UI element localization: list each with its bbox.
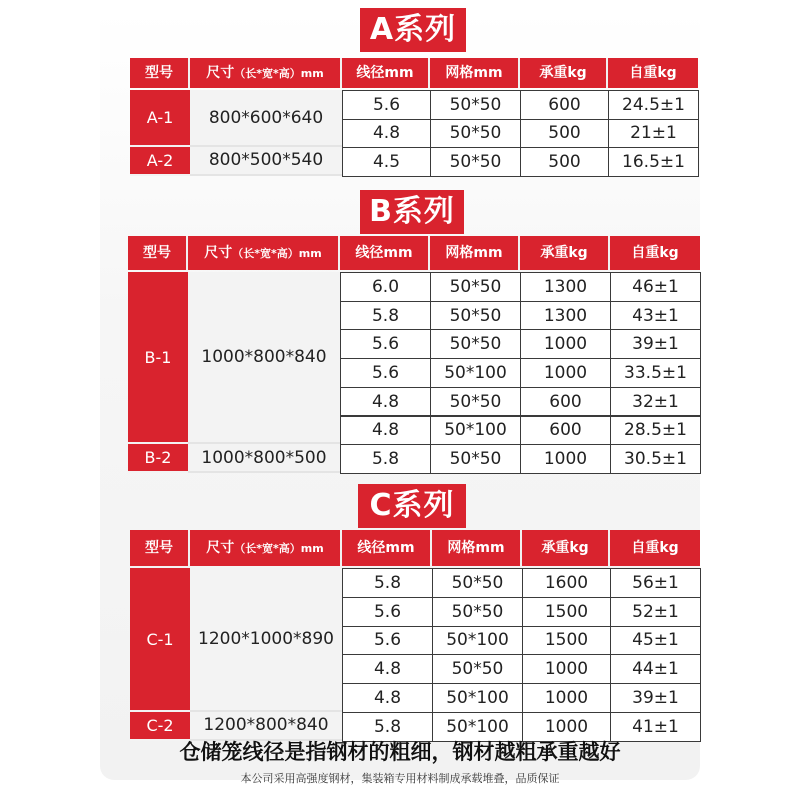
mesh-cell: 50*50 xyxy=(430,90,521,120)
load-cell: 1000 xyxy=(522,683,611,713)
model-cell: C-2 xyxy=(130,712,190,741)
table-header xyxy=(130,530,700,566)
wire-diameter-cell: 5.8 xyxy=(340,444,431,474)
header-weight xyxy=(610,236,700,270)
load-cell: 1600 xyxy=(522,568,611,598)
header-label: 网格mm xyxy=(445,245,503,261)
size-cell: 1000*800*500 xyxy=(188,444,340,473)
wire-diameter-cell: 5.6 xyxy=(340,358,431,388)
header-weight xyxy=(608,58,698,88)
mesh-cell: 50*50 xyxy=(432,597,523,627)
weight-cell: 24.5±1 xyxy=(608,90,699,120)
load-cell: 1000 xyxy=(520,444,611,474)
size-cell: 800*600*640 xyxy=(190,90,342,147)
header-label: （长*宽*高） xyxy=(234,542,301,555)
model-cell: A-2 xyxy=(130,147,190,176)
header-mesh xyxy=(432,530,522,566)
header-label: 尺寸 xyxy=(204,245,233,261)
load-cell: 1000 xyxy=(522,712,611,742)
load-cell: 500 xyxy=(520,147,609,177)
weight-cell: 21±1 xyxy=(608,119,699,149)
weight-cell: 16.5±1 xyxy=(608,147,699,177)
weight-cell: 28.5±1 xyxy=(610,416,701,446)
header-load xyxy=(522,530,610,566)
mesh-cell: 50*50 xyxy=(430,444,521,474)
wire-diameter-cell: 5.8 xyxy=(340,301,431,331)
header-size xyxy=(190,530,342,566)
mesh-cell: 50*50 xyxy=(432,568,523,598)
wire-diameter-cell: 4.8 xyxy=(340,416,431,446)
wire-diameter-cell: 5.8 xyxy=(342,712,433,742)
header-model xyxy=(128,236,188,270)
header-label: mm xyxy=(298,247,322,260)
mesh-cell: 50*50 xyxy=(430,329,521,359)
header-label: 线径mm xyxy=(356,65,414,81)
mesh-cell: 50*50 xyxy=(430,387,521,417)
header-label: 承重kg xyxy=(541,540,589,556)
header-wire xyxy=(342,530,432,566)
wire-diameter-cell: 4.8 xyxy=(342,683,433,713)
header-label: 尺寸 xyxy=(206,65,235,81)
weight-cell: 41±1 xyxy=(610,712,701,742)
mesh-cell: 50*50 xyxy=(430,119,521,149)
mesh-cell: 50*50 xyxy=(430,147,521,177)
header-model xyxy=(130,58,190,88)
size-cell: 800*500*540 xyxy=(190,147,342,176)
mesh-cell: 50*50 xyxy=(432,654,523,684)
wire-diameter-cell: 5.8 xyxy=(342,568,433,598)
mesh-cell: 50*100 xyxy=(432,712,523,742)
header-label: 自重kg xyxy=(631,540,679,556)
wire-diameter-cell: 5.6 xyxy=(342,597,433,627)
header-label: 承重kg xyxy=(540,245,588,261)
header-label: （长*宽*高） xyxy=(232,247,299,260)
load-cell: 1300 xyxy=(520,272,611,302)
header-load xyxy=(520,58,608,88)
wire-diameter-cell: 4.8 xyxy=(340,387,431,417)
footer-note: 本公司采用高强度钢材，集装箱专用材料制成承载堆叠，品质保证 xyxy=(240,772,560,785)
mesh-cell: 50*50 xyxy=(430,272,521,302)
header-model xyxy=(130,530,190,566)
weight-cell: 33.5±1 xyxy=(610,358,701,388)
header-label: 网格mm xyxy=(447,540,505,556)
header-label: 线径mm xyxy=(355,245,413,261)
header-wire xyxy=(340,236,430,270)
wire-diameter-cell: 5.6 xyxy=(342,626,433,656)
mesh-cell: 50*100 xyxy=(432,626,523,656)
wire-diameter-cell: 5.6 xyxy=(340,329,431,359)
header-load xyxy=(520,236,610,270)
header-mesh xyxy=(430,236,520,270)
table-header xyxy=(128,236,700,270)
mesh-cell: 50*50 xyxy=(430,301,521,331)
weight-cell: 43±1 xyxy=(610,301,701,331)
model-cell: B-1 xyxy=(128,272,188,444)
load-cell: 1500 xyxy=(522,626,611,656)
weight-cell: 39±1 xyxy=(610,329,701,359)
header-size xyxy=(190,58,342,88)
wire-diameter-cell: 4.5 xyxy=(342,147,431,177)
load-cell: 1500 xyxy=(522,597,611,627)
load-cell: 600 xyxy=(520,90,609,120)
size-cell: 1200*1000*890 xyxy=(190,568,342,712)
mesh-cell: 50*100 xyxy=(432,683,523,713)
series-title: C系列 xyxy=(358,484,466,528)
footer-headline: 仓储笼线径是指钢材的粗细，钢材越粗承重越好 xyxy=(179,740,621,764)
wire-diameter-cell: 4.8 xyxy=(342,119,431,149)
header-label: 尺寸 xyxy=(206,540,235,556)
model-cell: C-1 xyxy=(130,568,190,712)
header-weight xyxy=(610,530,700,566)
header-label: 型号 xyxy=(145,65,173,81)
header-mesh xyxy=(430,58,520,88)
header-label: 型号 xyxy=(143,245,171,261)
load-cell: 500 xyxy=(520,119,609,149)
header-label: 承重kg xyxy=(539,65,587,81)
load-cell: 600 xyxy=(520,416,611,446)
model-cell: B-2 xyxy=(128,444,188,473)
header-label: 自重kg xyxy=(629,65,677,81)
series-title: A系列 xyxy=(360,8,466,52)
weight-cell: 32±1 xyxy=(610,387,701,417)
weight-cell: 52±1 xyxy=(610,597,701,627)
header-label: 线径mm xyxy=(357,540,415,556)
table-header xyxy=(130,58,698,88)
size-cell: 1200*800*840 xyxy=(190,712,342,741)
header-label: mm xyxy=(300,67,324,80)
mesh-cell: 50*100 xyxy=(430,416,521,446)
wire-diameter-cell: 5.6 xyxy=(342,90,431,120)
model-cell: A-1 xyxy=(130,90,190,147)
load-cell: 1000 xyxy=(520,329,611,359)
header-label: （长*宽*高） xyxy=(234,67,301,80)
header-label: 自重kg xyxy=(631,245,679,261)
wire-diameter-cell: 6.0 xyxy=(340,272,431,302)
weight-cell: 46±1 xyxy=(610,272,701,302)
mesh-cell: 50*100 xyxy=(430,358,521,388)
header-label: 网格mm xyxy=(445,65,503,81)
wire-diameter-cell: 4.8 xyxy=(342,654,433,684)
load-cell: 1300 xyxy=(520,301,611,331)
weight-cell: 44±1 xyxy=(610,654,701,684)
header-size xyxy=(188,236,340,270)
weight-cell: 45±1 xyxy=(610,626,701,656)
load-cell: 600 xyxy=(520,387,611,417)
weight-cell: 56±1 xyxy=(610,568,701,598)
size-cell: 1000*800*840 xyxy=(188,272,340,444)
header-wire xyxy=(342,58,430,88)
header-label: 型号 xyxy=(145,540,173,556)
series-title: B系列 xyxy=(360,190,464,234)
header-label: mm xyxy=(300,542,324,555)
weight-cell: 30.5±1 xyxy=(610,444,701,474)
load-cell: 1000 xyxy=(522,654,611,684)
load-cell: 1000 xyxy=(520,358,611,388)
weight-cell: 39±1 xyxy=(610,683,701,713)
